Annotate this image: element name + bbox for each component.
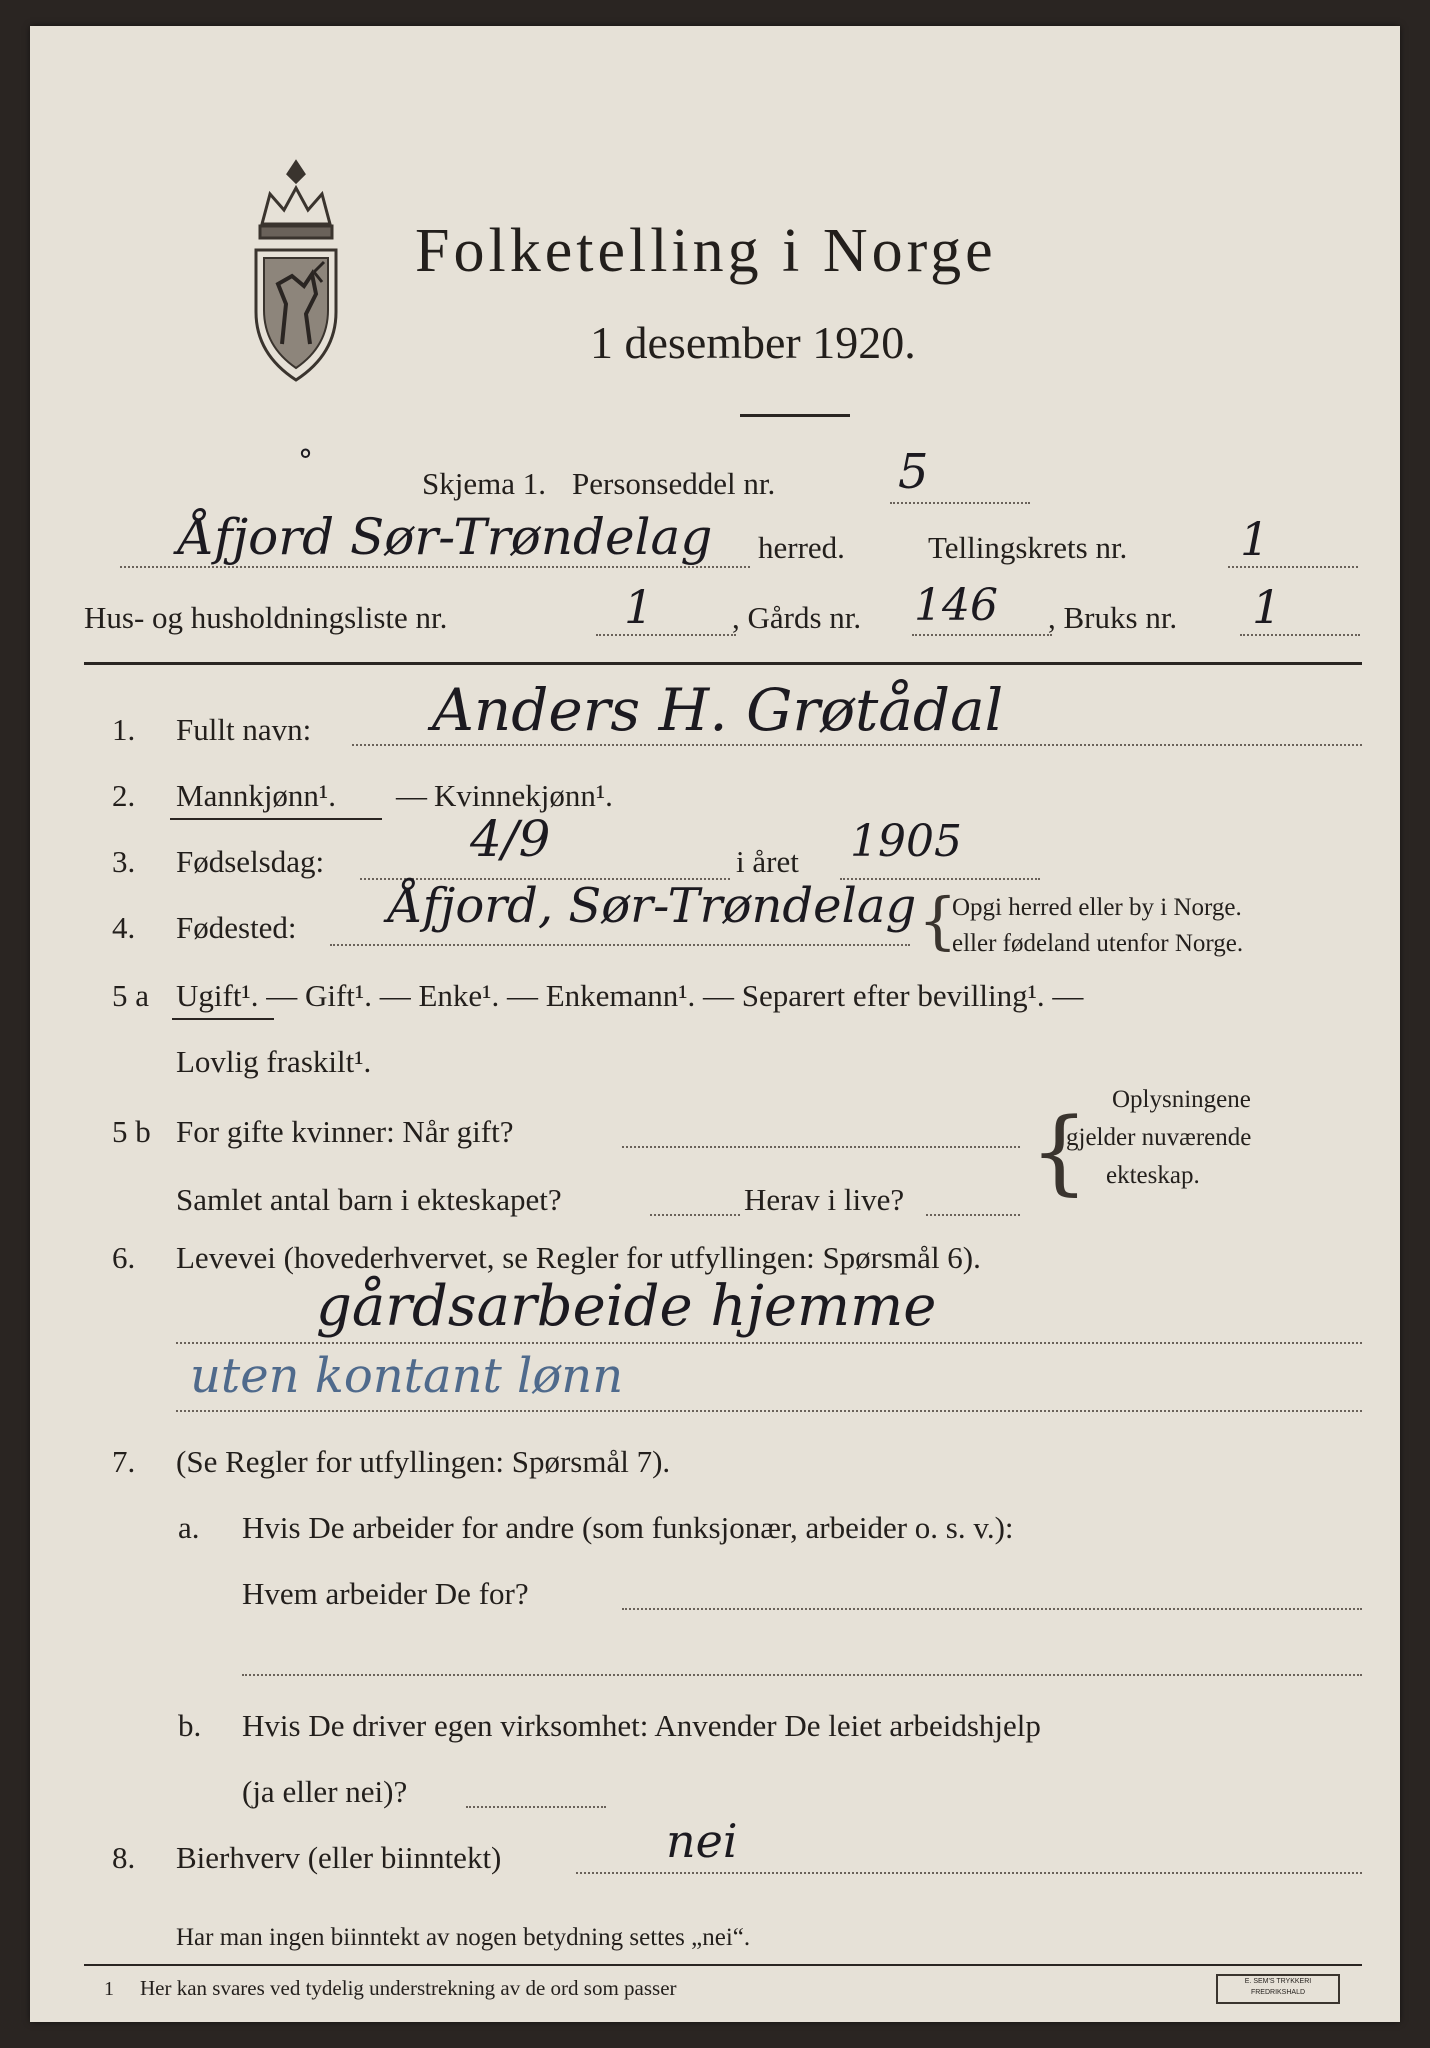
q4-note-line1: Opgi herred eller by i Norge.: [952, 894, 1242, 921]
form-title: Folketelling i Norge: [415, 217, 997, 285]
q5b-alive-line: [926, 1214, 1020, 1216]
q4-number: 4.: [112, 910, 136, 945]
q6-line2: [176, 1410, 1362, 1412]
q3-number: 3.: [112, 844, 136, 879]
q1-line: [352, 744, 1362, 746]
q3-label: Fødselsdag:: [176, 844, 325, 879]
q7b-text: Hvis De driver egen virksomhet: Anvender De leiet arbeidshjelp: [242, 1708, 1041, 1743]
q5a-ugift-underline: [172, 1018, 274, 1020]
q5b-brace: {: [1030, 1098, 1089, 1205]
q7b-letter: b.: [178, 1708, 202, 1743]
q2-male-option[interactable]: Mannkjønn¹.: [176, 778, 336, 813]
q4-line: [330, 944, 910, 946]
q5b-married-line: [622, 1146, 1020, 1148]
gards-line: [912, 634, 1052, 636]
husholdning-value[interactable]: 1: [624, 580, 654, 634]
q6-line1: [176, 1342, 1362, 1344]
census-form-sheet: [30, 26, 1400, 2022]
q5b-alive-label: Herav i live?: [744, 1182, 905, 1217]
skjema-label: Skjema 1.: [422, 466, 546, 501]
q1-full-name-value[interactable]: Anders H. Grøtådal: [432, 676, 1004, 744]
q7a-letter: a.: [178, 1510, 200, 1545]
q4-label: Fødested:: [176, 910, 297, 945]
q8-label: Bierhverv (eller biinntekt): [176, 1840, 502, 1875]
q7b-answer-line[interactable]: [466, 1806, 606, 1808]
gards-value[interactable]: 146: [914, 580, 998, 631]
q6-occupation-value-line2[interactable]: uten kontant lønn: [190, 1348, 624, 1404]
q2-male-underline: [170, 818, 382, 820]
personseddel-line: [890, 502, 1030, 504]
q4-birthplace-value[interactable]: Åfjord, Sør-Trøndelag: [388, 878, 917, 934]
q8-value[interactable]: nei: [666, 1814, 738, 1868]
q1-number: 1.: [112, 712, 136, 747]
q2-number: 2.: [112, 778, 136, 813]
husholdning-line: [596, 634, 736, 636]
handwritten-ring-mark: °: [298, 444, 313, 479]
personseddel-value[interactable]: 5: [898, 444, 929, 500]
q6-occupation-value-line1[interactable]: gårdsarbeide hjemme: [316, 1274, 937, 1339]
q7a-employer-line2[interactable]: [242, 1674, 1362, 1676]
bruks-label: , Bruks nr.: [1048, 600, 1178, 635]
q3-birthdate-value[interactable]: 4/9: [470, 810, 551, 868]
footer-note: Har man ingen biinntekt av nogen betydning settes „nei“.: [176, 1924, 751, 1951]
q5b-note-line3: ekteskap.: [1106, 1162, 1200, 1189]
q5a-options-line1[interactable]: Ugift¹. — Gift¹. — Enke¹. — Enkemann¹. — Separert efter bevilling¹. —: [176, 978, 1084, 1013]
q5b-note-line2: gjelder nuværende: [1066, 1124, 1252, 1151]
header-rule: [84, 662, 1362, 665]
q7a-employer-label: Hvem arbeider De for?: [242, 1576, 529, 1611]
q6-number: 6.: [112, 1240, 136, 1275]
q2-female-option[interactable]: Kvinnekjønn¹.: [434, 778, 613, 813]
tellingskrets-label: Tellingskrets nr.: [928, 530, 1128, 565]
footnote-mark: 1: [104, 1978, 114, 2000]
q7-label: (Se Regler for utfyllingen: Spørsmål 7).: [176, 1444, 671, 1479]
q3-year-value[interactable]: 1905: [850, 816, 962, 867]
q4-note-line2: eller fødeland utenfor Norge.: [952, 930, 1244, 957]
q3-year-label: i året: [736, 844, 799, 879]
q5a-options-line2[interactable]: Lovlig fraskilt¹.: [176, 1044, 372, 1079]
q6-label: Levevei (hovederhvervet, se Regler for utfyllingen: Spørsmål 6).: [176, 1240, 981, 1275]
tellingskrets-value[interactable]: 1: [1240, 512, 1270, 566]
q1-label: Fullt navn:: [176, 712, 312, 747]
q5b-note-line1: Oplysningene: [1112, 1086, 1251, 1113]
title-divider: [740, 414, 850, 417]
q7a-text: Hvis De arbeider for andre (som funksjonær, arbeider o. s. v.):: [242, 1510, 1014, 1545]
q5b-number: 5 b: [112, 1114, 151, 1149]
gards-label: , Gårds nr.: [732, 600, 862, 635]
q2-separator: —: [396, 778, 427, 813]
q4-brace: {: [918, 884, 958, 957]
census-date: 1 desember 1920.: [590, 317, 916, 368]
personseddel-label: Personseddel nr.: [572, 466, 776, 501]
herred-line: [120, 566, 750, 568]
husholdning-label: Hus- og husholdningsliste nr.: [84, 600, 448, 635]
tellingskrets-line: [1228, 566, 1358, 568]
q8-line: [576, 1872, 1362, 1874]
q7-number: 7.: [112, 1444, 136, 1479]
q7a-employer-line1[interactable]: [622, 1608, 1362, 1610]
q7b-sub-label: (ja eller nei)?: [242, 1774, 408, 1809]
footer-rule: [84, 1964, 1362, 1966]
coat-of-arms-icon: [240, 154, 352, 386]
herred-label: herred.: [758, 530, 845, 565]
printer-stamp: E. SEM'S TRYKKERI FREDRIKSHALD: [1216, 1974, 1340, 2004]
q5b-children-line: [650, 1214, 740, 1216]
bruks-line: [1240, 634, 1360, 636]
footnote-text: Her kan svares ved tydelig understrekning av de ord som passer: [140, 1976, 677, 2000]
bruks-value[interactable]: 1: [1252, 580, 1282, 634]
q5b-married-label: For gifte kvinner: Når gift?: [176, 1114, 514, 1149]
q5a-number: 5 a: [112, 978, 150, 1013]
q8-number: 8.: [112, 1840, 136, 1875]
herred-value[interactable]: Åfjord Sør-Trøndelag: [178, 508, 713, 566]
q5b-children-label: Samlet antal barn i ekteskapet?: [176, 1182, 562, 1217]
